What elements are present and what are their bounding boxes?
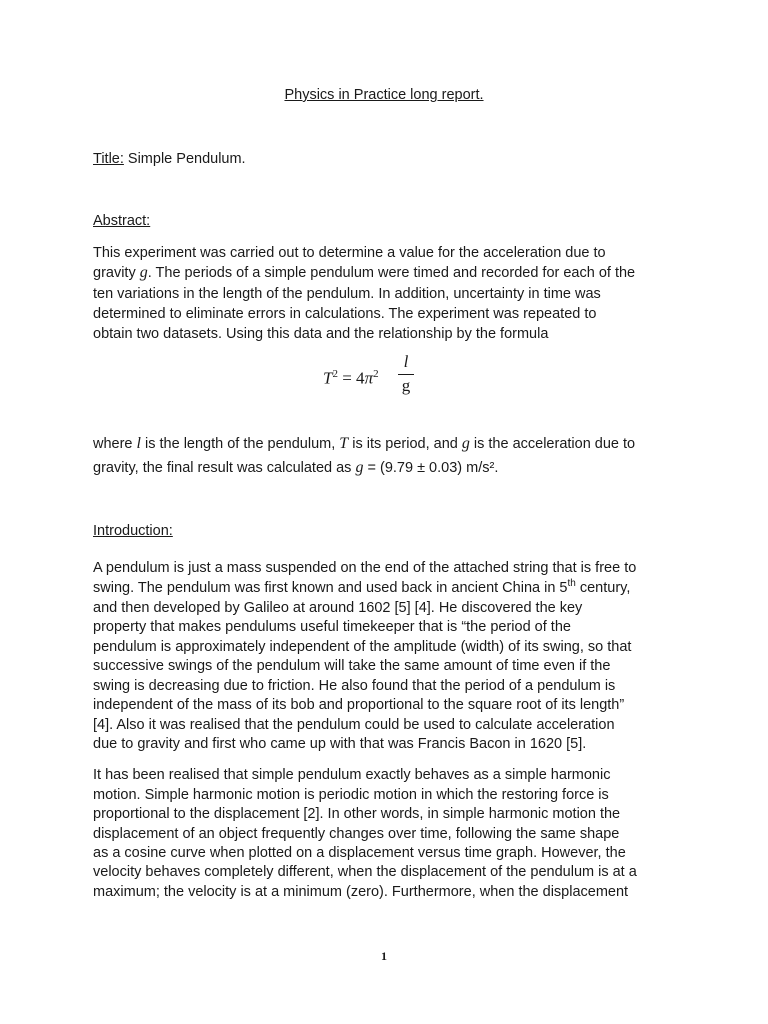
text-span: is the acceleration due to (469, 436, 636, 452)
math-variable: g (355, 459, 364, 476)
superscript: th (567, 578, 576, 590)
intro-line: due to gravity and first who came up with that was Francis Bacon in 1620 [5]. (93, 736, 587, 752)
intro-line: swing is decreasing due to friction. He also found that the period of a pendulum is (93, 678, 616, 694)
intro-line: successive swings of the pendulum will take the same amount of time even if the (93, 658, 611, 674)
intro-line: displacement of an object frequently changes over time, following the same shape (93, 826, 620, 842)
intro-line: [4]. Also it was realised that the pendulum could be used to calculate acceleration (93, 717, 615, 733)
formula-pi: π (364, 368, 374, 388)
text-span: gravity (93, 265, 140, 281)
formula-denominator: g (401, 376, 411, 395)
text-span: gravity, the final result was calculated as (93, 460, 356, 476)
intro-line: proportional to the displacement [2]. In other words, in simple harmonic motion the (93, 806, 621, 822)
formula-lhs (323, 368, 379, 389)
formula-exponent: 2 (373, 368, 379, 380)
abstract-line: obtain two datasets. Using this data and the relationship by the formula (93, 326, 549, 342)
abstract-line (93, 459, 498, 477)
intro-line: velocity behaves completely different, when the displacement of the pendulum is at a (93, 864, 637, 880)
title-line (93, 150, 246, 168)
math-variable: g (139, 264, 148, 281)
page-number: 1 (381, 949, 387, 963)
intro-line: and then developed by Galileo at around 1602 [5] [4]. He discovered the key (93, 600, 583, 616)
formula-var: T (323, 368, 333, 388)
text-span: = (9.79 ± 0.03) m/s². (363, 460, 499, 476)
intro-line (93, 579, 630, 597)
title-label: Title: (93, 151, 124, 167)
text-span: is the length of the pendulum, (140, 436, 340, 452)
text-span: swing. The pendulum was first known and used back in ancient China in 5 (93, 580, 568, 596)
math-variable: g (461, 435, 470, 452)
intro-line: as a cosine curve when plotted on a displacement versus time graph. However, the (93, 845, 626, 861)
intro-line: It has been realised that simple pendulum exactly behaves as a simple harmonic (93, 767, 611, 783)
abstract-line: This experiment was carried out to determine a value for the acceleration due to (93, 245, 606, 261)
intro-line: maximum; the velocity is at a minimum (zero). Furthermore, when the displacement (93, 884, 629, 900)
formula-numerator: l (403, 352, 409, 371)
intro-line: pendulum is approximately independent of the amplitude (width) of its swing, so that (93, 639, 632, 655)
text-span: . The periods of a simple pendulum were timed and recorded for each of the (147, 265, 636, 281)
abstract-line: ten variations in the length of the pendulum. In addition, uncertainty in time was (93, 286, 601, 302)
text-span: century, (575, 580, 631, 596)
title-text: Simple Pendulum. (123, 151, 246, 167)
abstract-line: determined to eliminate errors in calculations. The experiment was repeated to (93, 306, 597, 322)
abstract-heading: Abstract: (93, 213, 151, 229)
pendulum-formula (323, 352, 433, 402)
intro-line: A pendulum is just a mass suspended on the end of the attached string that is free to (93, 560, 637, 576)
math-variable: T (339, 435, 349, 452)
formula-exponent: 2 (332, 368, 338, 380)
abstract-line (93, 264, 635, 282)
text-span: is its period, and (348, 436, 462, 452)
intro-line: property that makes pendulums useful timekeeper that is “the period of the (93, 619, 571, 635)
abstract-line (93, 435, 635, 453)
intro-line: independent of the mass of its bob and proportional to the square root of its length” (93, 697, 625, 713)
formula-fraction (398, 352, 414, 397)
math-variable: l (136, 435, 141, 452)
document-title: Physics in Practice long report. (284, 87, 484, 103)
intro-line: motion. Simple harmonic motion is periodic motion in which the restoring force is (93, 787, 609, 803)
text-span: where (93, 436, 137, 452)
formula-equals: = 4 (337, 368, 365, 388)
introduction-heading: Introduction: (93, 523, 173, 539)
